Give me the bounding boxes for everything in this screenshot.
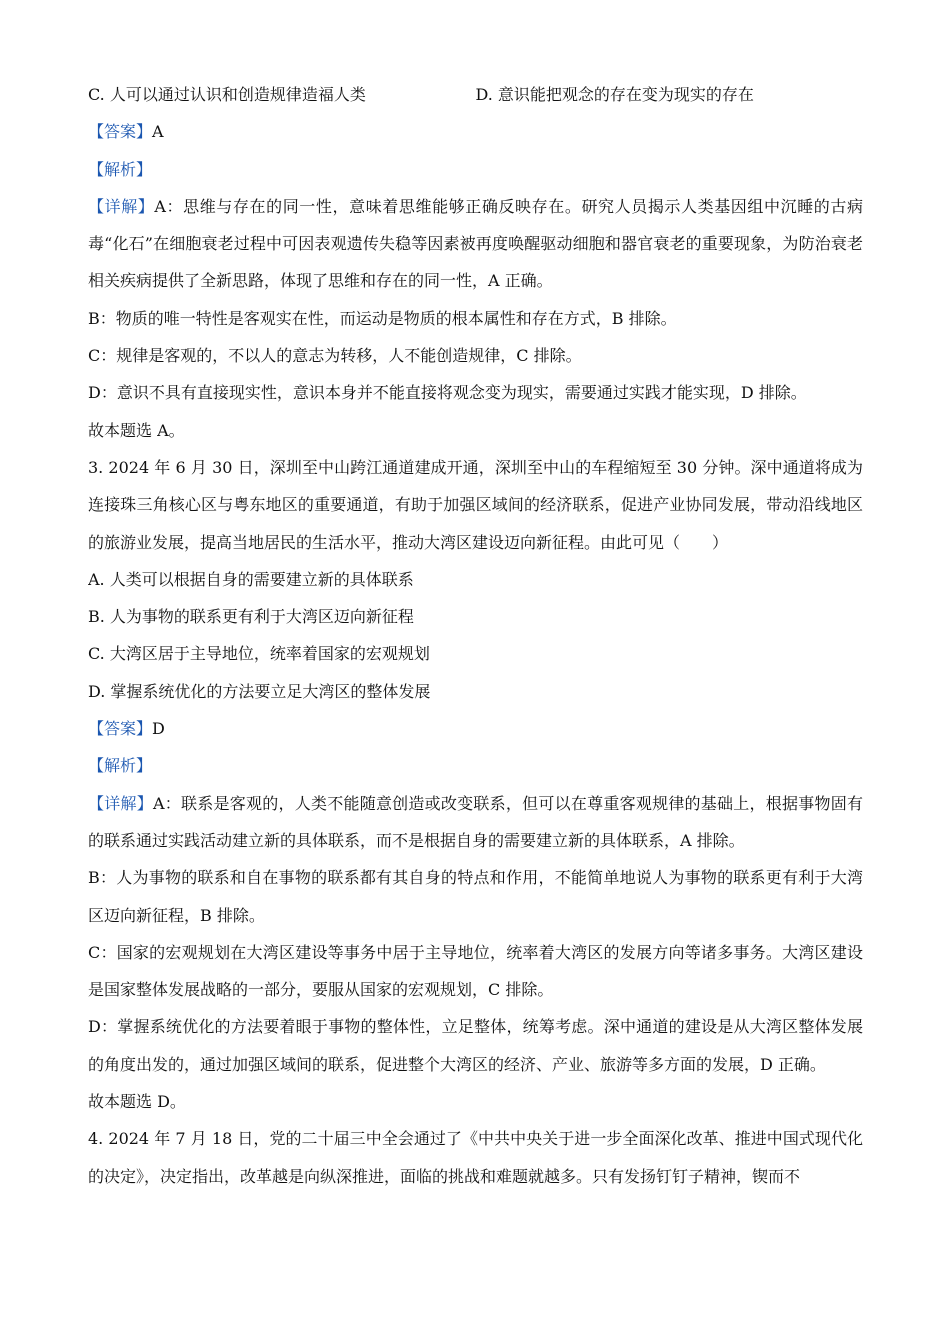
q3-stem: 3. 2024 年 6 月 30 日，深圳至中山跨江通道建成开通，深圳至中山的车程缩短至 30 分钟。深中通道将成为连接珠三角核心区与粤东地区的重要通道，有助于加强区域间的经济联系，促进产业协同发展，带动沿线地区的旅游业发展，提高当地居民的生活水平，推动大湾区建设迈向新征程。由此可见（ ）: [88, 457, 863, 552]
q2-answer: [88, 113, 863, 150]
q2-detail-d: D：意识不具有直接现实性，意识本身并不能直接将观念变为现实，需要通过实践才能实现，D 排除。: [88, 383, 807, 403]
q3-option-a: A. 人类可以根据自身的需要建立新的具体联系: [88, 569, 414, 589]
detail-a-text: A：思维与存在的同一性，意味着思维能够正确反映存在。研究人员揭示人类基因组中沉睡的古病毒“化石”在细胞衰老过程中可因表观遗传失稳等因素被再度唤醒驱动细胞和器官衰老的重要现象，为防治衰老相关疾病提供了全新思路，体现了思维和存在的同一性，A 正确。: [88, 196, 863, 291]
answer-tag: 【答案】: [88, 122, 153, 142]
q2-detail-a: [88, 188, 863, 300]
analysis-tag: 【解析】: [88, 159, 153, 179]
q2-option-d: D. 意识能把观念的存在变为现实的存在: [475, 85, 754, 104]
q2-conclusion: 故本题选 A。: [88, 420, 185, 440]
q2-detail-c: C：规律是客观的，不以人的意志为转移，人不能创造规律，C 排除。: [88, 346, 582, 366]
q3-option-c: C. 大湾区居于主导地位，统率着国家的宏观规划: [88, 644, 430, 664]
document-page: [88, 76, 863, 1195]
q4-stem: 4. 2024 年 7 月 18 日，党的二十届三中全会通过了《中共中央关于进一步全面深化改革、推进中国式现代化的决定》，决定指出，改革越是向纵深推进，面临的挑战和难题就越多。只有发扬钉钉子精神，锲而不: [88, 1129, 863, 1186]
q2-detail-b: B：物质的唯一特性是客观实在性，而运动是物质的根本属性和存在方式，B 排除。: [88, 308, 677, 328]
q3-detail-b: B：人为事物的联系和自在事物的联系都有其自身的特点和作用，不能简单地说人为事物的联系更有利于大湾区迈向新征程，B 排除。: [88, 868, 863, 925]
q3-option-b: B. 人为事物的联系更有利于大湾区迈向新征程: [88, 607, 414, 627]
q3-conclusion: 故本题选 D。: [88, 1092, 186, 1112]
q3-answer: [88, 710, 863, 747]
analysis-tag: 【解析】: [88, 756, 153, 776]
q3-detail-c: C：国家的宏观规划在大湾区建设等事务中居于主导地位，统率着大湾区的发展方向等诸多事务。大湾区建设是国家整体发展战略的一部分，要服从国家的宏观规划，C 排除。: [88, 942, 863, 1000]
q2-option-c: C. 人可以通过认识和创造规律造福人类: [88, 85, 366, 104]
q2-options-row: [88, 76, 863, 113]
q3-detail-a: [88, 785, 863, 860]
detail-tag: 【详解】: [88, 196, 155, 216]
answer-tag: 【答案】: [88, 719, 153, 739]
q2-analysis-heading: [88, 151, 863, 188]
q3-detail-d: D：掌握系统优化的方法要着眼于事物的整体性，立足整体，统筹考虑。深中通道的建设是从大湾区整体发展的角度出发的，通过加强区域间的联系，促进整个大湾区的经济、产业、旅游等多方面的发展，D 正确。: [88, 1017, 863, 1074]
q3-analysis-heading: [88, 747, 863, 784]
answer-value: D: [152, 719, 165, 739]
detail-tag: 【详解】: [88, 793, 153, 813]
q3-option-d: D. 掌握系统优化的方法要立足大湾区的整体发展: [88, 681, 431, 701]
answer-value: A: [152, 122, 164, 142]
detail-a-text: A：联系是客观的，人类不能随意创造或改变联系，但可以在尊重客观规律的基础上，根据事物固有的联系通过实践活动建立新的具体联系，而不是根据自身的需要建立新的具体联系，A 排除。: [88, 793, 863, 850]
